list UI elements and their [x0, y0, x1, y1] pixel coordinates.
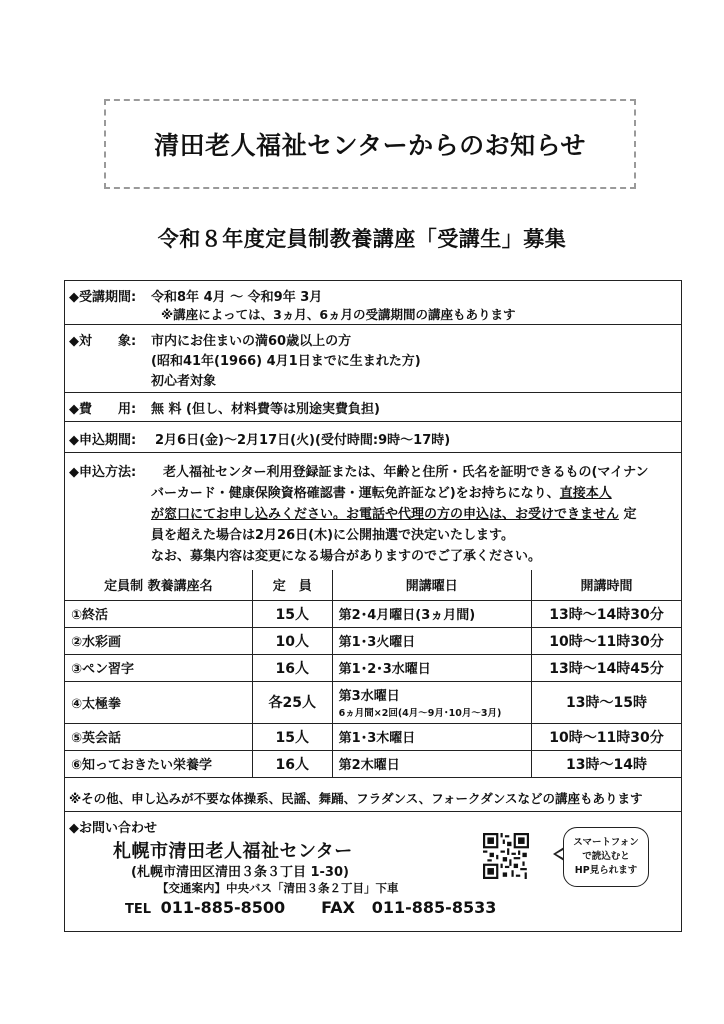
course-time: 10時～11時30分 [531, 723, 681, 750]
course-capacity: 10人 [252, 627, 332, 654]
table-row [65, 627, 681, 654]
table-header-row [65, 570, 681, 600]
info-box [64, 280, 682, 932]
tel-label: TEL [125, 902, 152, 917]
bubble-line-2: で読込むと [582, 851, 630, 862]
application-method-line-5: なお、募集内容は変更になる場合がありますのでご了承ください。 [151, 549, 542, 564]
course-time: 13時～14時 [531, 750, 681, 777]
course-days: 第2木曜日 [332, 750, 531, 777]
course-capacity: 各25人 [252, 681, 332, 723]
application-period-row [65, 422, 681, 453]
course-days: 第2･4月曜日(3ヵ月間) [332, 600, 531, 627]
application-method-line-3: が窓口にてお申し込みください。お電話や代理の方の申込は、お受けできません 定 [151, 507, 637, 522]
header-box [104, 99, 636, 189]
course-capacity: 15人 [252, 723, 332, 750]
announcement-subtitle: 令和８年度定員制教養講座「受講生」募集 [157, 227, 567, 251]
bubble-line-3: HP見られます [574, 865, 638, 876]
table-row [65, 681, 681, 723]
fee-value: 無 料 (但し、材料費等は別途実費負担) [151, 402, 380, 417]
period-note: ※講座によっては、3ヵ月、6ヵ月の受講期間の講座もあります [161, 307, 516, 322]
phone-fax-line [125, 898, 496, 917]
course-capacity: 16人 [252, 654, 332, 681]
table-row [65, 723, 681, 750]
fax-number: 011-885-8533 [371, 898, 497, 917]
smartphone-speech-bubble [563, 827, 649, 887]
course-capacity: 15人 [252, 600, 332, 627]
course-days: 第1･2･3水曜日 [332, 654, 531, 681]
course-name: ⑥知っておきたい栄養学 [65, 750, 252, 777]
application-period-value: 2月6日(金)～2月17日(火)(受付時間:9時～17時) [155, 433, 451, 448]
course-time: 10時～11時30分 [531, 627, 681, 654]
contact-label: ◆お問い合わせ [69, 821, 157, 836]
application-method-line-4: 員を超えた場合は2月26日(木)に公開抽選で決定いたします。 [151, 528, 514, 543]
period-label: ◆受講期間: [69, 290, 137, 305]
divider [65, 811, 681, 812]
table-row [65, 654, 681, 681]
fee-label: ◆費 用: [69, 402, 137, 417]
course-name: ②水彩画 [65, 627, 252, 654]
column-header: 定 員 [252, 570, 332, 600]
target-line-3: 初心者対象 [151, 374, 217, 389]
application-method-line-1: 老人福祉センター利用登録証または、年齢と住所・氏名を証明できるもの(マイナン [163, 465, 649, 480]
target-line-1: 市内にお住まいの満60歳以上の方 [151, 334, 352, 349]
transit-info: 【交通案内】中央バス「清田３条２丁目」下車 [157, 881, 399, 895]
course-days-cell [332, 681, 531, 723]
fee-row [65, 393, 681, 422]
course-time: 13時～14時30分 [531, 600, 681, 627]
course-days: 第1･3木曜日 [332, 723, 531, 750]
course-capacity: 16人 [252, 750, 332, 777]
target-line-2: (昭和41年(1966) 4月1日までに生まれた方) [151, 354, 421, 369]
fax-label: FAX [321, 898, 355, 917]
address: (札幌市清田区清田３条３丁目 1-30) [131, 865, 349, 880]
application-method-row [65, 453, 681, 570]
course-name: ④太極拳 [65, 681, 252, 723]
page-title: 清田老人福祉センターからのお知らせ [154, 131, 586, 160]
course-name: ③ペン習字 [65, 654, 252, 681]
column-header: 開講曜日 [332, 570, 531, 600]
course-days-note: 6ヵ月間×2回(4月～9月･10月～3月) [338, 708, 502, 719]
other-courses-note: ※その他、申し込みが不要な体操系、民謡、舞踊、フラダンス、フォークダンスなどの講座もあります [69, 791, 643, 806]
column-header: 開講時間 [531, 570, 681, 600]
course-days: 第1･3火曜日 [332, 627, 531, 654]
table-row [65, 600, 681, 627]
period-row [65, 281, 681, 325]
course-time: 13時～15時 [531, 681, 681, 723]
tel-number: 011-885-8500 [160, 898, 286, 917]
target-row [65, 325, 681, 393]
in-person-emphasis: 直接本人 [559, 486, 612, 501]
course-table [65, 570, 681, 778]
target-label: ◆対 象: [69, 334, 137, 349]
course-name: ⑤英会話 [65, 723, 252, 750]
course-name: ①終活 [65, 600, 252, 627]
application-method-line-2: バーカード・健康保険資格確認書・運転免許証など)をお持ちになり、直接本人 [151, 486, 612, 501]
column-header: 定員制 教養講座名 [65, 570, 252, 600]
course-time: 13時～14時45分 [531, 654, 681, 681]
table-row [65, 750, 681, 777]
bubble-line-1: スマートフォン [573, 837, 639, 848]
course-days: 第3水曜日 [338, 689, 400, 704]
application-method-label: ◆申込方法: [69, 465, 137, 480]
organization-name: 札幌市清田老人福祉センター [113, 841, 353, 862]
qr-code-icon[interactable] [483, 833, 529, 879]
application-period-label: ◆申込期間: [69, 433, 137, 448]
window-application-emphasis: が窓口にてお申し込みください。お電話や代理の方の申込は、お受けできません [151, 507, 620, 522]
period-value: 令和8年 4月 ～ 令和9年 3月 [151, 290, 323, 305]
